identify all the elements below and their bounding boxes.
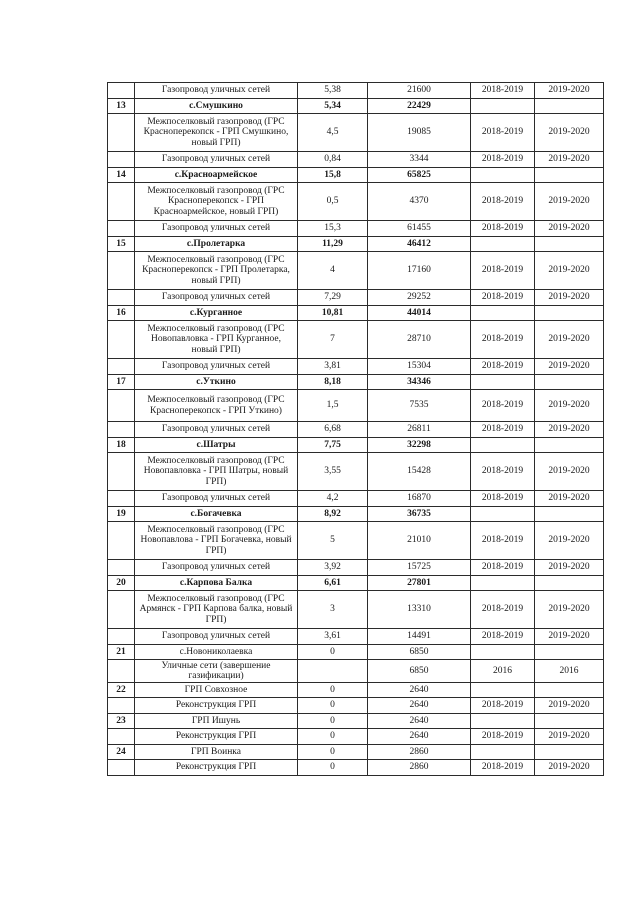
object-name: Межпоселковый газопровод (ГРС Красноперекопск - ГРП Красноармейское, новый ГРП): [135, 183, 298, 221]
table-row: [108, 321, 604, 359]
row-number: 23: [108, 714, 135, 729]
construction-period: 2019-2020: [535, 152, 604, 168]
object-name: Газопровод уличных сетей: [135, 491, 298, 507]
row-number: [108, 453, 135, 491]
settlement-row: [108, 745, 604, 760]
design-period: 2018-2019: [471, 453, 535, 491]
length-km: 0,84: [298, 152, 368, 168]
cost-value: 13310: [368, 591, 471, 629]
object-name: ГРП Ишунь: [135, 714, 298, 729]
row-number: [108, 183, 135, 221]
construction-period: 2019-2020: [535, 698, 604, 714]
row-number: 18: [108, 438, 135, 453]
settlement-row: [108, 683, 604, 698]
construction-period: 2019-2020: [535, 760, 604, 776]
object-name: с.Новониколаевка: [135, 645, 298, 660]
cost-value: 26811: [368, 422, 471, 438]
cost-value: 21010: [368, 522, 471, 560]
length-km: 6,68: [298, 422, 368, 438]
length-km: 0: [298, 683, 368, 698]
construction-period: 2019-2020: [535, 321, 604, 359]
object-name: Уличные сети (завершение газификации): [135, 660, 298, 683]
cost-value: 14491: [368, 629, 471, 645]
length-km: 7,29: [298, 290, 368, 306]
design-period: 2018-2019: [471, 183, 535, 221]
cost-value: 2640: [368, 698, 471, 714]
design-period: [471, 306, 535, 321]
design-period: [471, 168, 535, 183]
table-row: [108, 390, 604, 422]
design-period: 2018-2019: [471, 422, 535, 438]
settlement-row: [108, 306, 604, 321]
settlement-row: [108, 438, 604, 453]
object-name: Газопровод уличных сетей: [135, 290, 298, 306]
object-name: с.Карпова Балка: [135, 576, 298, 591]
length-km: 3,92: [298, 560, 368, 576]
length-km: 3,81: [298, 359, 368, 375]
settlement-row: [108, 168, 604, 183]
design-period: [471, 507, 535, 522]
cost-value: 2860: [368, 745, 471, 760]
cost-value: 44014: [368, 306, 471, 321]
row-number: [108, 290, 135, 306]
row-number: 22: [108, 683, 135, 698]
row-number: [108, 698, 135, 714]
construction-period: 2019-2020: [535, 522, 604, 560]
table-row: [108, 491, 604, 507]
length-km: 0: [298, 729, 368, 745]
length-km: 0: [298, 714, 368, 729]
table-row: [108, 591, 604, 629]
settlement-row: [108, 507, 604, 522]
row-number: [108, 760, 135, 776]
design-period: 2018-2019: [471, 491, 535, 507]
cost-value: 21600: [368, 83, 471, 99]
table-row: [108, 453, 604, 491]
design-period: 2018-2019: [471, 390, 535, 422]
row-number: [108, 152, 135, 168]
cost-value: 15725: [368, 560, 471, 576]
cost-value: 36735: [368, 507, 471, 522]
cost-value: 2860: [368, 760, 471, 776]
row-number: [108, 560, 135, 576]
cost-value: 29252: [368, 290, 471, 306]
construction-period: 2019-2020: [535, 453, 604, 491]
design-period: 2018-2019: [471, 321, 535, 359]
design-period: [471, 375, 535, 390]
row-number: [108, 83, 135, 99]
row-number: [108, 522, 135, 560]
row-number: [108, 729, 135, 745]
design-period: 2018-2019: [471, 629, 535, 645]
cost-value: 2640: [368, 729, 471, 745]
object-name: Газопровод уличных сетей: [135, 560, 298, 576]
table-row: [108, 83, 604, 99]
settlement-row: [108, 714, 604, 729]
object-name: Реконструкция ГРП: [135, 760, 298, 776]
object-name: Межпоселковый газопровод (ГРС Новопавлова - ГРП Богачевка, новый ГРП): [135, 522, 298, 560]
cost-value: 6850: [368, 645, 471, 660]
cost-value: 2640: [368, 714, 471, 729]
length-km: 4: [298, 252, 368, 290]
object-name: Реконструкция ГРП: [135, 698, 298, 714]
length-km: 7: [298, 321, 368, 359]
construction-period: 2019-2020: [535, 290, 604, 306]
row-number: [108, 660, 135, 683]
gasification-table: [107, 82, 604, 776]
table-row: [108, 760, 604, 776]
row-number: [108, 321, 135, 359]
cost-value: 19085: [368, 114, 471, 152]
object-name: Межпоселковый газопровод (ГРС Новопавловка - ГРП Шатры, новый ГРП): [135, 453, 298, 491]
construction-period: [535, 645, 604, 660]
length-km: 0: [298, 760, 368, 776]
length-km: 3,55: [298, 453, 368, 491]
cost-value: 61455: [368, 221, 471, 237]
row-number: [108, 591, 135, 629]
construction-period: 2019-2020: [535, 591, 604, 629]
design-period: 2018-2019: [471, 698, 535, 714]
table-row: [108, 290, 604, 306]
construction-period: 2019-2020: [535, 390, 604, 422]
construction-period: [535, 237, 604, 252]
design-period: 2018-2019: [471, 152, 535, 168]
object-name: с.Пролетарка: [135, 237, 298, 252]
length-km: 11,29: [298, 237, 368, 252]
table-body: [108, 83, 604, 776]
row-number: 15: [108, 237, 135, 252]
length-km: 10,81: [298, 306, 368, 321]
row-number: 14: [108, 168, 135, 183]
construction-period: 2019-2020: [535, 252, 604, 290]
table-row: [108, 183, 604, 221]
length-km: 0: [298, 698, 368, 714]
length-km: 0: [298, 745, 368, 760]
row-number: [108, 359, 135, 375]
length-km: 15,3: [298, 221, 368, 237]
object-name: ГРП Воинка: [135, 745, 298, 760]
settlement-row: [108, 237, 604, 252]
cost-value: 16870: [368, 491, 471, 507]
cost-value: 7535: [368, 390, 471, 422]
table-row: [108, 522, 604, 560]
length-km: 5,34: [298, 99, 368, 114]
object-name: ГРП Совхозное: [135, 683, 298, 698]
table-row: [108, 152, 604, 168]
design-period: [471, 683, 535, 698]
design-period: 2016: [471, 660, 535, 683]
length-km: 7,75: [298, 438, 368, 453]
row-number: [108, 491, 135, 507]
object-name: с.Богачевка: [135, 507, 298, 522]
length-km: 3: [298, 591, 368, 629]
object-name: Газопровод уличных сетей: [135, 629, 298, 645]
row-number: [108, 221, 135, 237]
length-km: [298, 660, 368, 683]
cost-value: 2640: [368, 683, 471, 698]
cost-value: 65825: [368, 168, 471, 183]
object-name: с.Смушкино: [135, 99, 298, 114]
construction-period: 2019-2020: [535, 729, 604, 745]
settlement-row: [108, 645, 604, 660]
construction-period: [535, 507, 604, 522]
table-row: [108, 660, 604, 683]
length-km: 4,2: [298, 491, 368, 507]
cost-value: 34346: [368, 375, 471, 390]
table-row: [108, 698, 604, 714]
design-period: [471, 438, 535, 453]
construction-period: 2019-2020: [535, 183, 604, 221]
construction-period: [535, 375, 604, 390]
length-km: 3,61: [298, 629, 368, 645]
design-period: 2018-2019: [471, 560, 535, 576]
row-number: 13: [108, 99, 135, 114]
length-km: 8,18: [298, 375, 368, 390]
row-number: 20: [108, 576, 135, 591]
cost-value: 32298: [368, 438, 471, 453]
cost-value: 3344: [368, 152, 471, 168]
settlement-row: [108, 375, 604, 390]
row-number: [108, 422, 135, 438]
cost-value: 6850: [368, 660, 471, 683]
length-km: 5: [298, 522, 368, 560]
construction-period: 2019-2020: [535, 114, 604, 152]
row-number: [108, 252, 135, 290]
row-number: [108, 629, 135, 645]
length-km: 0: [298, 645, 368, 660]
construction-period: [535, 99, 604, 114]
construction-period: 2016: [535, 660, 604, 683]
design-period: 2018-2019: [471, 221, 535, 237]
construction-period: 2019-2020: [535, 359, 604, 375]
construction-period: 2019-2020: [535, 83, 604, 99]
object-name: Межпоселковый газопровод (ГРС Красноперекопск - ГРП Пролетарка, новый ГРП): [135, 252, 298, 290]
construction-period: [535, 714, 604, 729]
design-period: [471, 237, 535, 252]
construction-period: [535, 576, 604, 591]
cost-value: 22429: [368, 99, 471, 114]
table-row: [108, 221, 604, 237]
object-name: Межпоселковый газопровод (ГРС Красноперекопск - ГРП Уткино): [135, 390, 298, 422]
cost-value: 15428: [368, 453, 471, 491]
row-number: 21: [108, 645, 135, 660]
construction-period: 2019-2020: [535, 560, 604, 576]
cost-value: 4370: [368, 183, 471, 221]
table-row: [108, 359, 604, 375]
design-period: [471, 714, 535, 729]
table-row: [108, 114, 604, 152]
cost-value: 28710: [368, 321, 471, 359]
length-km: 15,8: [298, 168, 368, 183]
construction-period: 2019-2020: [535, 491, 604, 507]
length-km: 0,5: [298, 183, 368, 221]
table-row: [108, 729, 604, 745]
design-period: 2018-2019: [471, 591, 535, 629]
table-row: [108, 629, 604, 645]
row-number: 17: [108, 375, 135, 390]
design-period: 2018-2019: [471, 522, 535, 560]
construction-period: [535, 306, 604, 321]
design-period: 2018-2019: [471, 760, 535, 776]
object-name: Газопровод уличных сетей: [135, 152, 298, 168]
cost-value: 15304: [368, 359, 471, 375]
object-name: Межпоселковый газопровод (ГРС Новопавловка - ГРП Курганное, новый ГРП): [135, 321, 298, 359]
construction-period: [535, 683, 604, 698]
construction-period: 2019-2020: [535, 221, 604, 237]
length-km: 5,38: [298, 83, 368, 99]
cost-value: 46412: [368, 237, 471, 252]
cost-value: 27801: [368, 576, 471, 591]
cost-value: 17160: [368, 252, 471, 290]
object-name: с.Шатры: [135, 438, 298, 453]
object-name: Межпоселковый газопровод (ГРС Армянск - ГРП Карпова балка, новый ГРП): [135, 591, 298, 629]
row-number: 19: [108, 507, 135, 522]
table-row: [108, 422, 604, 438]
design-period: 2018-2019: [471, 359, 535, 375]
row-number: 24: [108, 745, 135, 760]
construction-period: 2019-2020: [535, 629, 604, 645]
object-name: Газопровод уличных сетей: [135, 359, 298, 375]
object-name: Межпоселковый газопровод (ГРС Красноперекопск - ГРП Смушкино, новый ГРП): [135, 114, 298, 152]
design-period: 2018-2019: [471, 290, 535, 306]
object-name: Газопровод уличных сетей: [135, 83, 298, 99]
object-name: Реконструкция ГРП: [135, 729, 298, 745]
table-row: [108, 252, 604, 290]
length-km: 6,61: [298, 576, 368, 591]
construction-period: [535, 438, 604, 453]
object-name: с.Уткино: [135, 375, 298, 390]
design-period: [471, 99, 535, 114]
settlement-row: [108, 576, 604, 591]
design-period: 2018-2019: [471, 252, 535, 290]
row-number: [108, 390, 135, 422]
settlement-row: [108, 99, 604, 114]
row-number: 16: [108, 306, 135, 321]
design-period: [471, 645, 535, 660]
object-name: Газопровод уличных сетей: [135, 422, 298, 438]
row-number: [108, 114, 135, 152]
design-period: [471, 576, 535, 591]
object-name: Газопровод уличных сетей: [135, 221, 298, 237]
object-name: с.Красноармейское: [135, 168, 298, 183]
length-km: 1,5: [298, 390, 368, 422]
construction-period: [535, 168, 604, 183]
design-period: [471, 745, 535, 760]
construction-period: [535, 745, 604, 760]
design-period: 2018-2019: [471, 83, 535, 99]
object-name: с.Курганное: [135, 306, 298, 321]
design-period: 2018-2019: [471, 729, 535, 745]
length-km: 4,5: [298, 114, 368, 152]
table-row: [108, 560, 604, 576]
design-period: 2018-2019: [471, 114, 535, 152]
construction-period: 2019-2020: [535, 422, 604, 438]
length-km: 8,92: [298, 507, 368, 522]
